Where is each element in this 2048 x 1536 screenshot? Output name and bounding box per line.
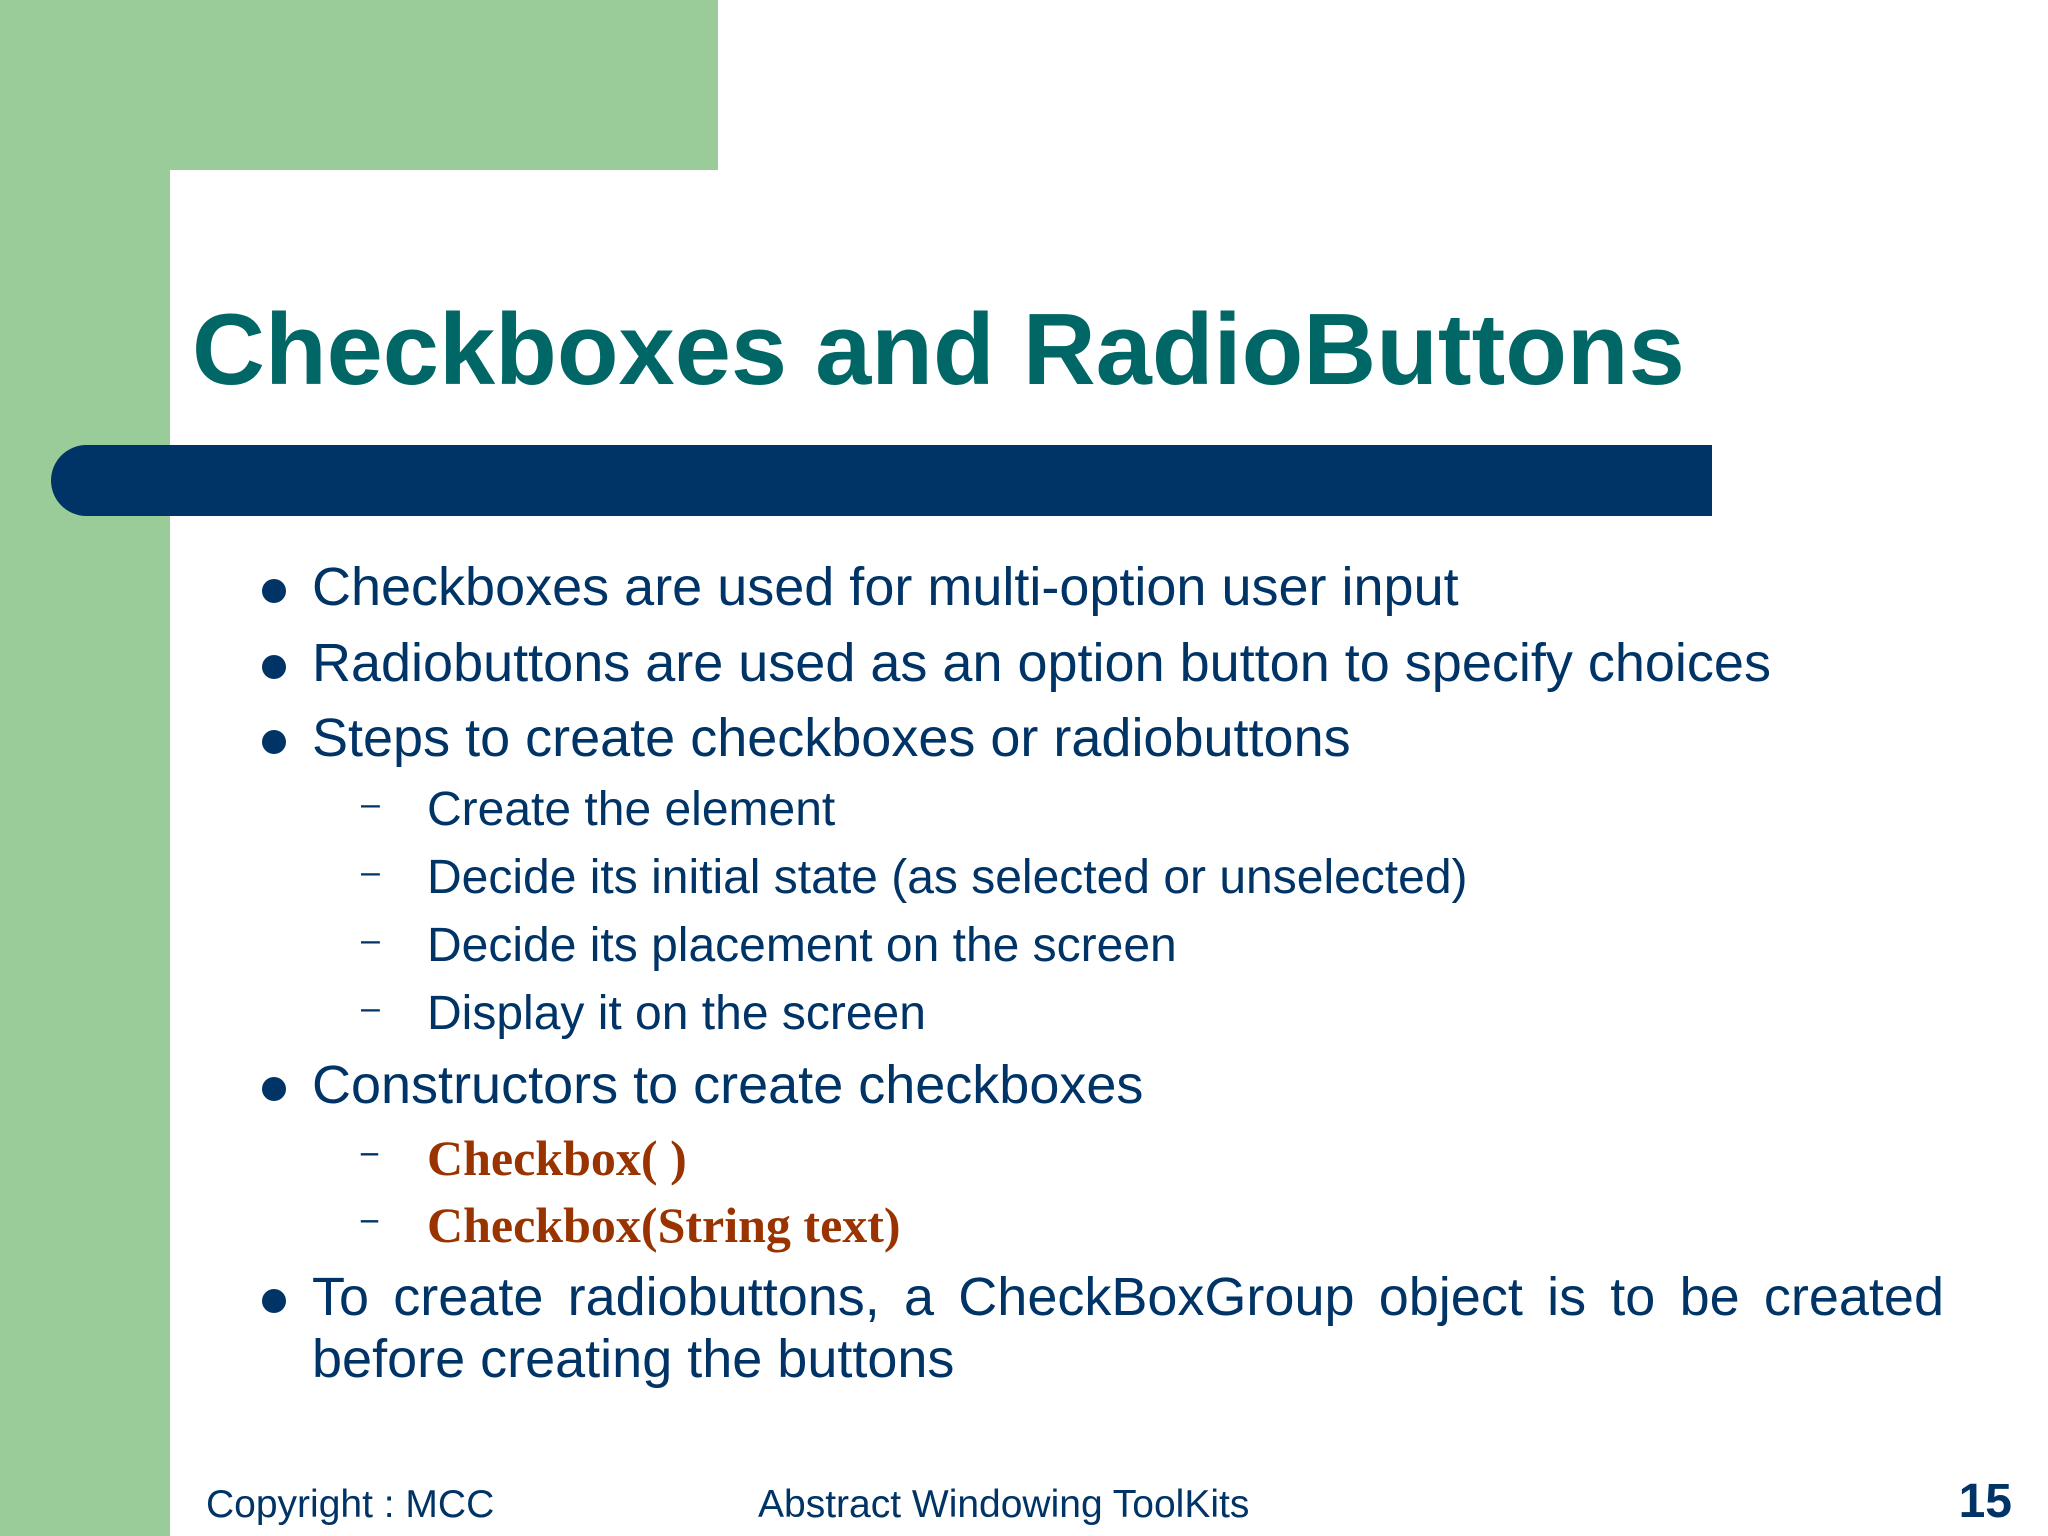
- step-item: – Decide its initial state (as selected or unselected): [427, 850, 1468, 906]
- bullet-item: Constructors to create checkboxes: [312, 1055, 1144, 1115]
- page-number: 15: [1958, 1475, 2012, 1528]
- constructor-item: – Checkbox(String text): [427, 1197, 901, 1253]
- bullet-item: Steps to create checkboxes or radiobuttons: [312, 708, 1351, 768]
- footer-subject: Abstract Windowing ToolKits: [758, 1483, 1250, 1526]
- bullet-item: Radiobuttons are used as an option button to specify choices: [312, 633, 1771, 693]
- footer-copyright: Copyright : MCC: [206, 1483, 495, 1526]
- constructor-item: – Checkbox( ): [427, 1130, 687, 1186]
- step-item: – Decide its placement on the screen: [427, 918, 1177, 974]
- bullet-item: Checkboxes are used for multi-option user input: [312, 557, 1459, 617]
- step-item: – Create the element: [427, 782, 835, 838]
- step-item: – Display it on the screen: [427, 986, 926, 1042]
- slide-title: Checkboxes and RadioButtons: [192, 294, 1685, 406]
- bullet-item: To create radiobuttons, a CheckBoxGroup object is to be created before creating the buttons: [312, 1267, 1944, 1389]
